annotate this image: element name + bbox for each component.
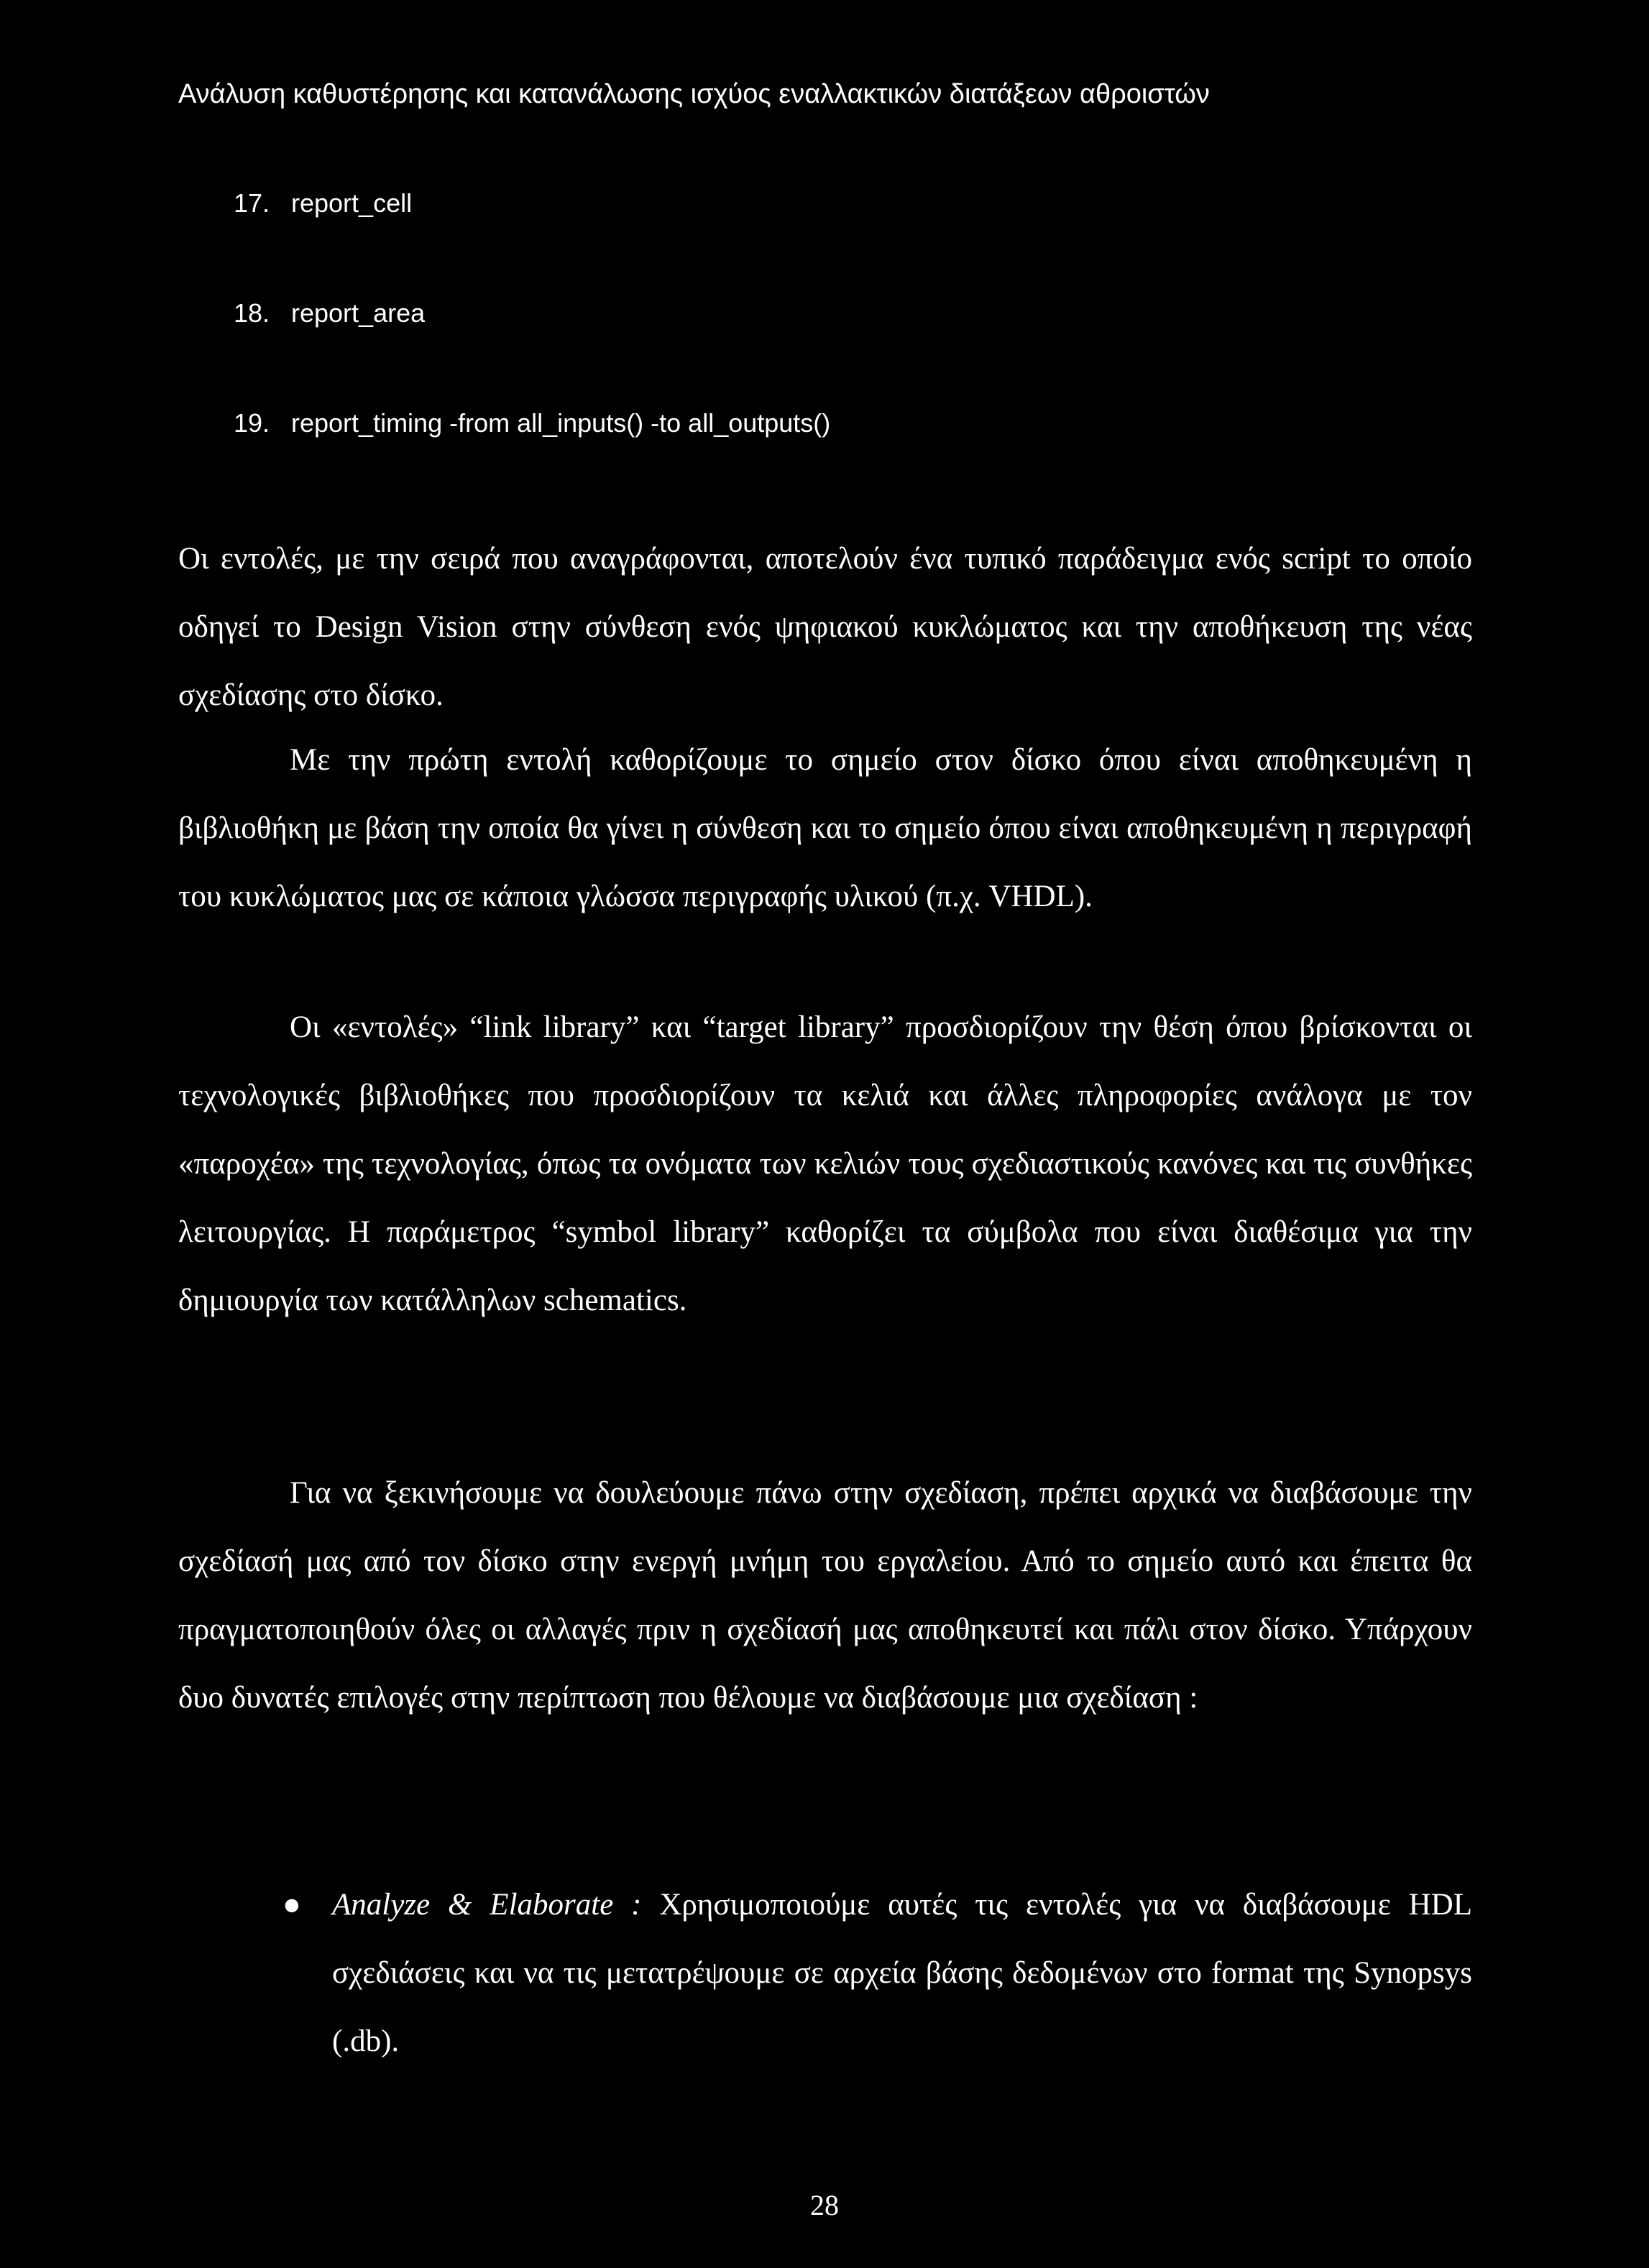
paragraph-reading-design: Για να ξεκινήσουμε να δουλεύουμε πάνω στην σχεδίαση, πρέπει αρχικά να διαβάσουμε την σχεδίασή μας από τον δίσκο στην ενεργή μνήμη του εργαλείου. Από το σημείο αυτό και έπειτα θα πραγματοποιηθούν όλες οι αλλαγές πριν η σχεδίασή μας αποθηκευτεί και πάλι στον δίσκο. Υπάρχουν δυο δυνατές επιλογές στην περίπτωση που θέλουμε να διαβάσουμε μια σχεδίαση : [178, 1476, 1472, 1715]
command-number: 18. [234, 298, 270, 328]
running-header: Ανάλυση καθυστέρησης και κατανάλωσης ισχύος εναλλακτικών διατάξεων αθροιστών [178, 79, 1210, 109]
command-text: report_timing -from all_inputs() -to all_outputs() [291, 408, 831, 438]
bullet-term: Analyze & Elaborate : [332, 1888, 642, 1922]
command-number: 19. [234, 408, 270, 438]
command-text: report_cell [291, 188, 413, 218]
paragraph-first-command: Με την πρώτη εντολή καθορίζουμε το σημείο στον δίσκο όπου είναι αποθηκευμένη η βιβλιοθήκη με βάση την οποία θα γίνει η σύνθεση και το σημείο όπου είναι αποθηκευμένη η περιγραφή του κυκλώματος μας σε κάποια γλώσσα περιγραφής υλικού (π.χ. VHDL). [178, 743, 1472, 913]
command-number: 17. [234, 188, 270, 218]
command-text: report_area [291, 298, 426, 328]
paragraph-script-intro: Οι εντολές, με την σειρά που αναγράφονται, αποτελούν ένα τυπικό παράδειγμα ενός script το οποίο οδηγεί το Design Vision στην σύνθεση ενός ψηφιακού κυκλώματος και την αποθήκευση της νέας σχεδίασης στο δίσκο. [178, 542, 1472, 712]
bullet-description: Χρησιμοποιούμε αυτές τις εντολές για να διαβάσουμε HDL σχεδιάσεις και να τις μετατρέψουμε σε αρχεία βάσης δεδομένων στο format της Synopsys (.db). [332, 1888, 1472, 2058]
paragraph-libraries: Οι «εντολές» “link library” και “target library” προσδιορίζουν την θέση όπου βρίσκονται οι τεχνολογικές βιβλιοθήκες που προσδιορίζουν τα κελιά και άλλες πληροφορίες ανάλογα με τον «παροχέα» της τεχνολογίας, όπως τα ονόματα των κελιών τους σχεδιαστικούς κανόνες και τις συνθήκες λειτουργίας. Η παράμετρος “symbol library” καθορίζει τα σύμβολα που είναι διαθέσιμα για την δημιουργία των κατάλληλων schematics. [178, 1010, 1472, 1317]
command-item-18 [234, 298, 425, 328]
bullet-item-analyze-elaborate [332, 1871, 1472, 2075]
bullet-icon: ● [283, 1888, 301, 1922]
page-number: 28 [810, 2189, 839, 2221]
command-item-17 [234, 188, 412, 218]
command-item-19 [234, 408, 830, 438]
